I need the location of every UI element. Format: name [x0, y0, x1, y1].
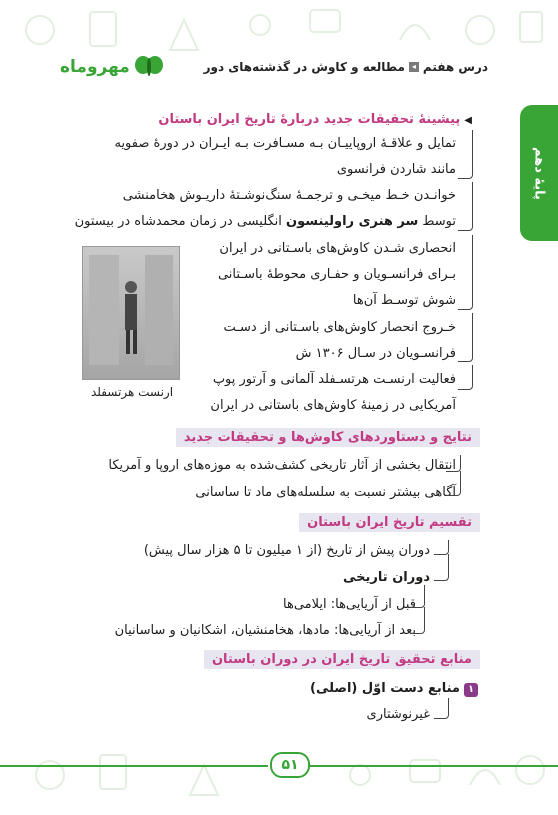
brand-logo: [60, 54, 164, 80]
footer-line-left: [0, 765, 268, 767]
list-item: آگاهی بیشتر نسبت به سلسله‌های ماد تا ساسانی: [195, 485, 456, 500]
list-item: فرانسـویان در سـال ۱۳۰۶ ش: [295, 346, 456, 361]
number-badge: ۱: [464, 683, 478, 697]
rawlinson-suffix: انگلیسی در زمان محمدشاه در بیستون: [74, 214, 282, 229]
subsection-title: منابع دست اوّل (اصلی): [310, 681, 460, 696]
bracket-line: [446, 455, 461, 472]
page-header: [60, 52, 488, 86]
grade-tab: [520, 105, 558, 241]
bracket-line: [434, 554, 449, 581]
brand-name: مهروماه: [60, 57, 130, 77]
list-item: قبل از آریایی‌ها: ایلامی‌ها: [283, 597, 416, 612]
arrow-left-icon: ◂: [409, 62, 419, 72]
list-item: دوران پیش از تاریخ (از ۱ میلیون تا ۵ هزار سال پیش): [143, 543, 430, 558]
bracket-line: [458, 130, 473, 179]
triangle-bullet-icon: ◀: [464, 115, 472, 126]
photo-caption: ارنست هرتسفلد: [90, 385, 174, 399]
list-item: انحصاری شـدن کاوش‌های باسـتانی در ایران: [219, 241, 456, 256]
herzfeld-photo: [82, 246, 180, 380]
bracket-line: [410, 585, 425, 608]
lesson-title: مطالعه و کاوش در گذشته‌های دور: [203, 60, 405, 74]
bracket-line: [434, 698, 449, 719]
bracket-line: [446, 471, 461, 496]
bracket-line: [458, 182, 473, 231]
list-item: بعد از آریایی‌ها: مادها، هخامنشیان، اشکانیان و ساسانیان: [114, 623, 416, 638]
section-heading: منابع تحقیق تاریخ ایران در دوران باستان: [204, 650, 480, 669]
list-item: آمریکایی در زمینهٔ کاوش‌های باستانی در ایران: [210, 398, 456, 413]
list-item: دوران تاریخی: [343, 570, 430, 585]
section-heading: پیشینهٔ تحقیقات جدید دربارهٔ تاریخ ایران باستان: [158, 112, 461, 127]
lesson-heading: [204, 60, 488, 74]
section-heading: تقسیم تاریخ ایران باستان: [299, 513, 480, 532]
grade-label: پایهٔ دهم: [531, 146, 547, 200]
list-item: بـرای فرانسـویان و حفـاری محوطهٔ باسـتانی: [217, 267, 456, 282]
subsection-heading: [310, 680, 478, 697]
list-item: شوش توسـط آن‌ها: [352, 293, 456, 308]
list-item: خوانـدن خـط میخـی و ترجمـهٔ سنگ‌نوشـتهٔ داریـوش هخامنشی: [122, 188, 456, 203]
page-number: ۵۱: [270, 752, 310, 778]
person-silhouette-icon: [83, 247, 179, 379]
bracket-line: [458, 313, 473, 362]
bracket-line: [410, 607, 425, 634]
rawlinson-prefix: توسط: [422, 214, 456, 229]
section-heading: نتایج و دستاوردهای کاوش‌ها و تحقیقات جدید: [176, 428, 480, 447]
section-title-background: [150, 110, 480, 129]
bracket-line: [434, 540, 449, 555]
list-item: انتقال بخشی از آثار تاریخی کشف‌شده به موزه‌های اروپا و آمریکا: [108, 458, 456, 473]
list-item: تمایل و علاقـهٔ اروپاییـان بـه مسـافرت بـه ایـران در دورهٔ صفویه: [114, 136, 456, 151]
list-item: خـروج انحصار کاوش‌های باسـتانی از دسـت: [223, 320, 456, 335]
butterfly-icon: [134, 54, 164, 80]
bracket-line: [458, 365, 473, 390]
list-item: غیرنوشتاری: [366, 707, 430, 722]
list-item: [75, 213, 456, 230]
rawlinson-name: سر هنری راولینسون: [286, 214, 419, 229]
lesson-label: درس هفتم: [422, 60, 488, 74]
list-item: فعالیت ارنسـت هرتسـفلد آلمانی و آرتور پوپ: [212, 372, 456, 387]
footer-line-right: [308, 765, 558, 767]
bracket-line: [458, 235, 473, 310]
list-item: مانند شاردن فرانسوی: [336, 162, 456, 177]
